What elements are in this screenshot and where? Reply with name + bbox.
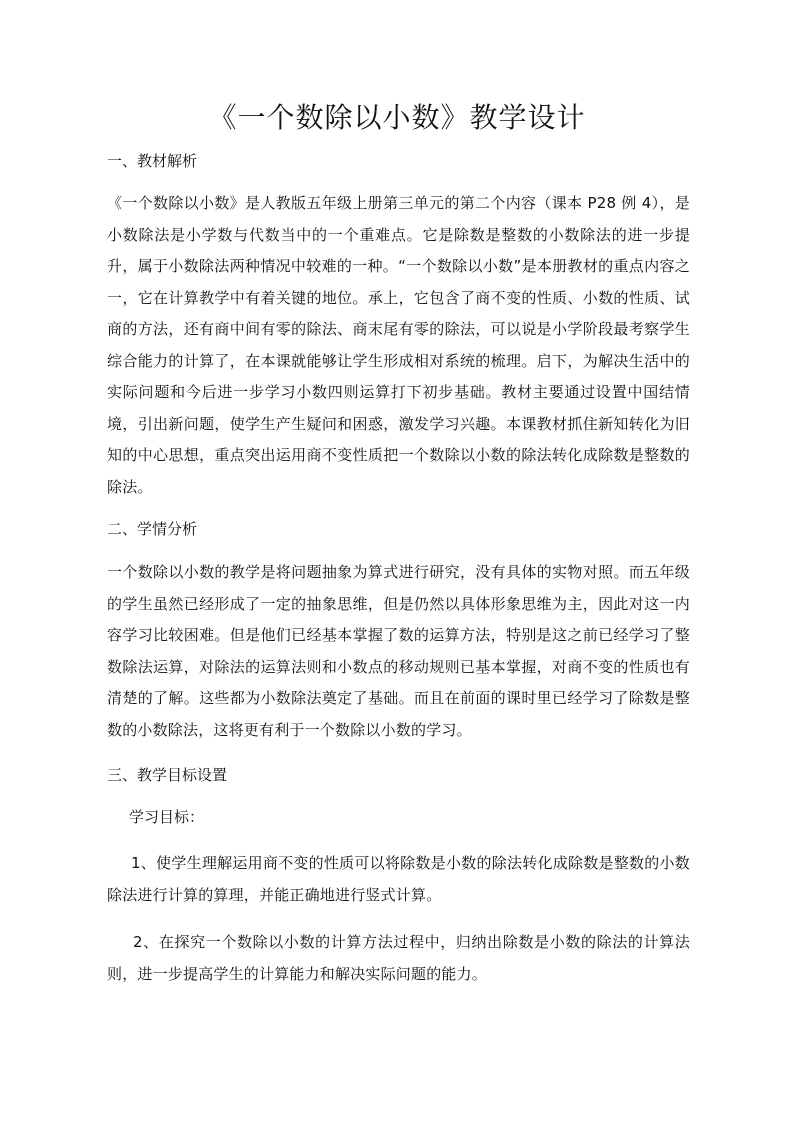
- paragraph-learner-analysis: 一个数除以小数的教学是将问题抽象为算式进行研究，没有具体的实物对照。而五年级的学生虽然已经形成了一定的抽象思维，但是仍然以具体形象思维为主，因此对这一内容学习比较困难。但是他们已经基本掌握了数的运算方法，特别是这之前已经学习了整数除法运算，对除法的运算法则和小数点的移动规则已基本掌握，对商不变的性质也有清楚的了解。这些都为小数除法奠定了基础。而且在前面的课时里已经学习了除数是整数的小数除法，这将更有利于一个数除以小数的学习。: [107, 563, 690, 739]
- section-heading-learner-analysis: 二、学情分析: [107, 520, 198, 538]
- document-title: 《一个数除以小数》教学设计: [208, 101, 586, 134]
- paragraph-textbook-analysis: 《一个数除以小数》是人教版五年级上册第三单元的第二个内容（课本 P28 例 4），是小数除法是小学数与代数当中的一个重难点。它是除数是整数的小数除法的进一步提升，属于小数除法两种情况中较难的一种。“一个数除以小数”是本册教材的重点内容之一，它在计算教学中有着关键的地位。承上，它包含了商不变的性质、小数的性质、试商的方法，还有商中间有零的除法、商末尾有零的除法，可以说是小学阶段最考察学生综合能力的计算了，在本课就能够让学生形成相对系统的梳理。启下，为解决生活中的实际问题和今后进一步学习小数四则运算打下初步基础。教材主要通过设置中国结情境，引出新问题，使学生产生疑问和困惑，激发学习兴趣。本课教材抓住新知转化为旧知的中心思想，重点突出运用商不变性质把一个数除以小数的除法转化成除数是整数的除法。: [107, 194, 690, 496]
- section-heading-textbook-analysis: 一、教材解析: [107, 152, 198, 170]
- objective-item-2: 2、在探究一个数除以小数的计算方法过程中，归纳出除数是小数的除法的计算法则，进一步提高学生的计算能力和解决实际问题的能力。: [107, 933, 690, 983]
- section-heading-teaching-objectives: 三、教学目标设置: [107, 766, 228, 784]
- objective-item-1: 1、使学生理解运用商不变的性质可以将除数是小数的除法转化成除数是整数的小数除法进行计算的算理，并能正确地进行竖式计算。: [107, 854, 690, 904]
- subheading-learning-objectives: 学习目标：: [129, 808, 205, 826]
